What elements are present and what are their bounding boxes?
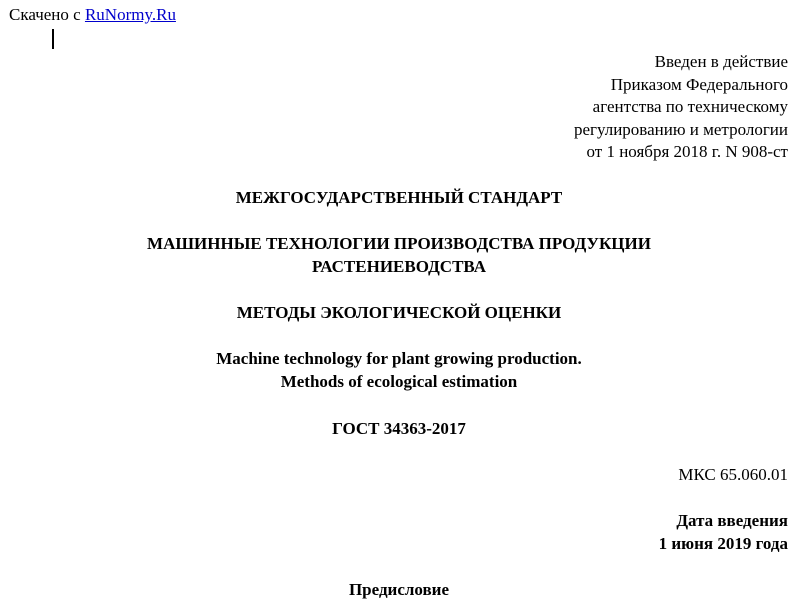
text-cursor bbox=[52, 29, 54, 49]
mks-code: МКС 65.060.01 bbox=[678, 465, 788, 484]
download-source-line bbox=[9, 5, 176, 25]
gost-number: ГОСТ 34363-2017 bbox=[332, 419, 466, 438]
standard-type-heading: МЕЖГОСУДАРСТВЕННЫЙ СТАНДАРТ bbox=[235, 188, 563, 207]
enactment-line: агентства по техническому bbox=[592, 97, 788, 116]
enactment-line: Приказом Федерального bbox=[610, 74, 788, 94]
english-title bbox=[0, 348, 798, 393]
english-title-line: Machine technology for plant growing production. bbox=[216, 349, 582, 368]
main-title-line: РАСТЕНИЕВОДСТВА bbox=[312, 256, 486, 276]
enactment-line: Введен в действие bbox=[654, 52, 788, 71]
runormy-link[interactable]: RuNormy.Ru bbox=[84, 5, 176, 24]
subtitle-heading: МЕТОДЫ ЭКОЛОГИЧЕСКОЙ ОЦЕНКИ bbox=[236, 303, 562, 322]
enactment-line: от 1 ноября 2018 г. N 908-ст bbox=[586, 142, 788, 161]
main-title-line: МАШИННЫЕ ТЕХНОЛОГИИ ПРОИЗВОДСТВА ПРОДУКЦИИ bbox=[147, 234, 651, 253]
enactment-line: регулированию и метрологии bbox=[573, 119, 788, 139]
introduction-date-value: 1 июня 2019 года bbox=[658, 533, 788, 553]
english-title-line: Methods of ecological estimation bbox=[280, 371, 518, 391]
main-title bbox=[0, 233, 798, 278]
download-prefix: Скачено с bbox=[9, 5, 81, 24]
introduction-date-label: Дата введения bbox=[676, 511, 788, 530]
foreword-heading: Предисловие bbox=[348, 580, 450, 599]
introduction-date bbox=[659, 510, 788, 555]
enactment-note bbox=[574, 51, 788, 164]
